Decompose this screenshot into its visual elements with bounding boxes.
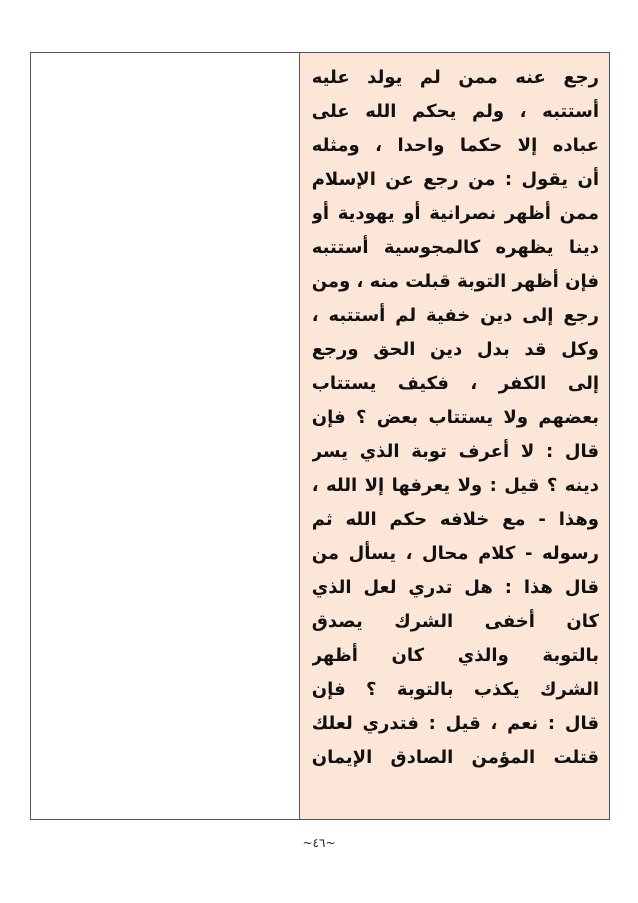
text-line: بالتوبة والذي كان أظهر (311, 645, 599, 666)
text-line: دينه ؟ قيل : ولا يعرفها إلا الله ، (311, 475, 599, 496)
text-line: دينا يظهره كالمجوسية أستتبه (311, 237, 599, 258)
text-line: ممن أظهر نصرانية أو يهودية أو (311, 203, 599, 224)
text-line: رسوله - كلام محال ، يسأل من (311, 543, 599, 564)
text-line: رجع عنه ممن لم يولد عليه (311, 67, 599, 88)
text-line: قال : لا أعرف توبة الذي يسر (311, 441, 599, 462)
text-line: كان أخفى الشرك يصدق (311, 611, 599, 632)
text-line: الشرك يكذب بالتوبة ؟ فإن (311, 679, 599, 700)
page-table (30, 52, 610, 820)
text-line: وكل قد بدل دين الحق ورجع (311, 339, 599, 360)
text-line: قال : نعم ، قيل : فتدري لعلك (311, 713, 599, 734)
text-line: قال هذا : هل تدري لعل الذي (311, 577, 599, 598)
text-line: بعضهم ولا يستتاب بعض ؟ فإن (311, 407, 599, 428)
text-line: أن يقول : من رجع عن الإسلام (311, 169, 599, 190)
text-line: رجع إلى دين خفية لم أستتبه ، (311, 305, 599, 326)
text-column (300, 53, 609, 819)
text-line: إلى الكفر ، فكيف يستتاب (311, 373, 599, 394)
page-number: ~٤٦~ (302, 836, 336, 850)
text-line: وهذا - مع خلافه حكم الله ثم (311, 509, 599, 530)
text-line: قتلت المؤمن الصادق الإيمان (311, 747, 599, 768)
text-line: أستتبه ، ولم يحكم الله على (311, 101, 599, 122)
text-line: فإن أظهر التوبة قبلت منه ، ومن (311, 271, 599, 292)
empty-column (31, 53, 300, 819)
text-line: عباده إلا حكما واحدا ، ومثله (311, 135, 599, 156)
